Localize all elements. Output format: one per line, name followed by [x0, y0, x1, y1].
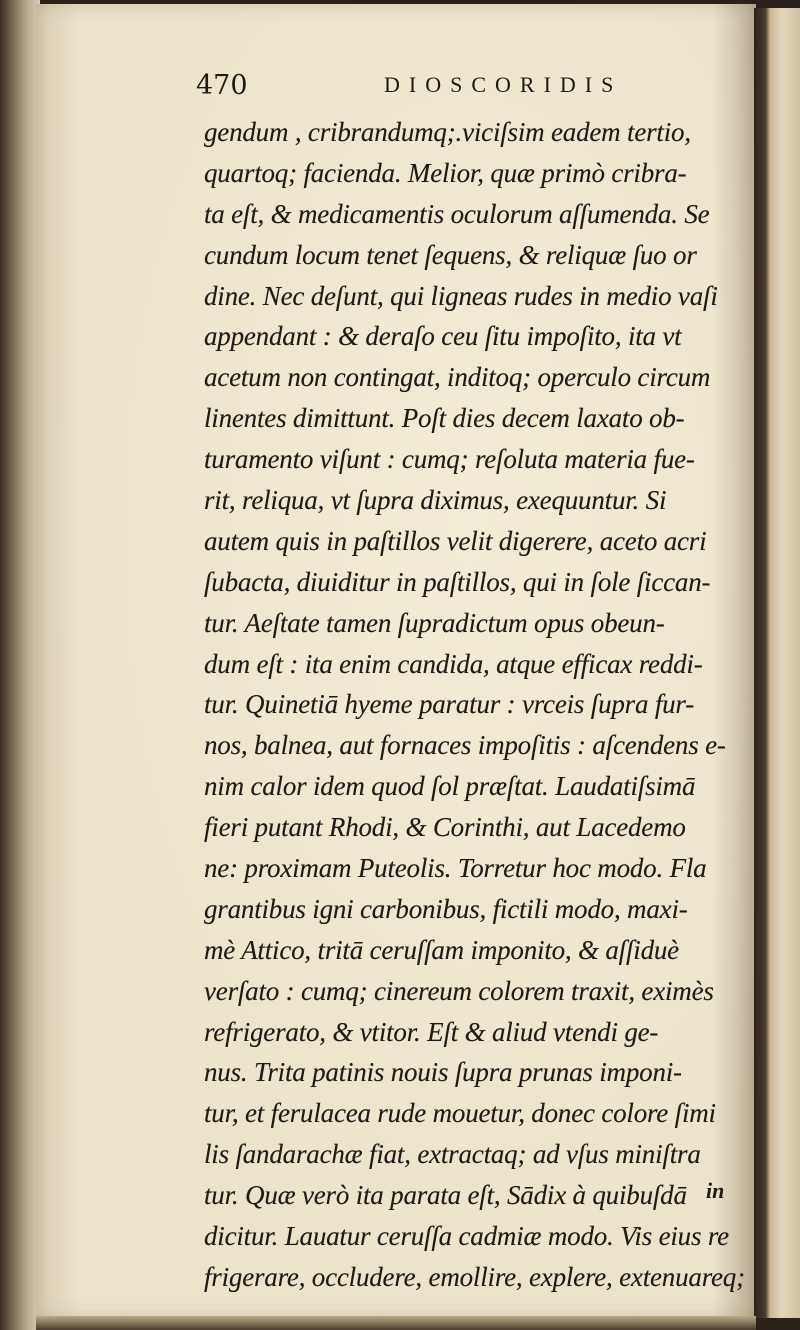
text-line: ta eſt, & medicamentis oculorum aſſumenda. Se — [204, 198, 710, 229]
text-line: ſubacta, diuiditur in paſtillos, qui in ſole ſiccan- — [204, 566, 711, 597]
bottom-page-edge — [36, 1316, 756, 1330]
text-line: ne: proximam Puteolis. Torretur hoc modo. Fla — [204, 853, 707, 884]
text-line: tur. Quinetiā hyeme paratur : vrceis ſupra fur- — [204, 689, 694, 720]
text-line: grantibus igni carbonibus, fictili modo, maxi- — [204, 893, 688, 924]
text-line: fieri putant Rhodi, & Corinthi, aut Lacedemo — [204, 812, 686, 843]
text-line: lis ſandarachæ fiat, extractaq; ad vſus miniſtra — [204, 1139, 701, 1170]
text-line: nim calor idem quod ſol præſtat. Laudatiſsimā — [204, 771, 696, 802]
page-number: 470 — [196, 70, 248, 101]
text-line: dicitur. Lauatur ceruſſa cadmiæ modo. Vis eius re — [204, 1221, 729, 1252]
text-line: gendum , cribrandumq;.viciſsim eadem tertio, — [204, 117, 691, 147]
text-line: frigerare, occludere, emollire, explere, extenuareq; — [204, 1261, 745, 1292]
text-line: quartoq; facienda. Melior, quæ primò cribra- — [204, 157, 687, 188]
text-line: mè Attico, tritā ceruſſam imponito, & aſſiduè — [204, 934, 679, 965]
text-line: rit, reliqua, vt ſupra diximus, exequuntur. Si — [204, 485, 667, 516]
text-line: nus. Trita patinis nouis ſupra prunas imponi- — [204, 1057, 682, 1088]
text-line: tur. Aeſtate tamen ſupradictum opus obeun- — [204, 607, 665, 638]
text-line: tur, et ferulacea rude mouetur, donec colore ſimi — [204, 1098, 716, 1129]
text-line: autem quis in paſtillos velit digerere, aceto acri — [204, 525, 707, 556]
catchword: in — [706, 1178, 725, 1203]
text-line: tur. Quæ verò ita parata eſt, Sādix à quibuſdā — [204, 1180, 687, 1211]
text-line: turamento viſunt : cumq; reſoluta materia fue- — [204, 444, 695, 475]
text-line: linentes dimittunt. Poſt dies decem laxato ob- — [204, 403, 685, 434]
text-line: verſato : cumq; cinereum colorem traxit, eximès — [204, 975, 714, 1006]
running-head: DIOSCORIDIS — [384, 72, 623, 97]
text-line: cundum locum tenet ſequens, & reliquæ ſuo or — [204, 239, 697, 270]
text-line: appendant : & deraſo ceu ſitu impoſito, ita vt — [204, 321, 682, 352]
text-line: acetum non contingat, inditoq; operculo circum — [204, 362, 711, 393]
text-line: dine. Nec deſunt, qui ligneas rudes in medio vaſi — [204, 280, 718, 311]
text-line: refrigerato, & vtitor. Eſt & aliud vtendi ge- — [204, 1016, 659, 1047]
text-line: dum eſt : ita enim candida, atque efficax reddi- — [204, 648, 703, 679]
page-header — [196, 70, 652, 110]
text-line: nos, balnea, aut fornaces impoſitis : aſcendens e- — [204, 730, 726, 761]
text-body — [204, 112, 764, 1298]
left-page-edge — [0, 0, 40, 1330]
